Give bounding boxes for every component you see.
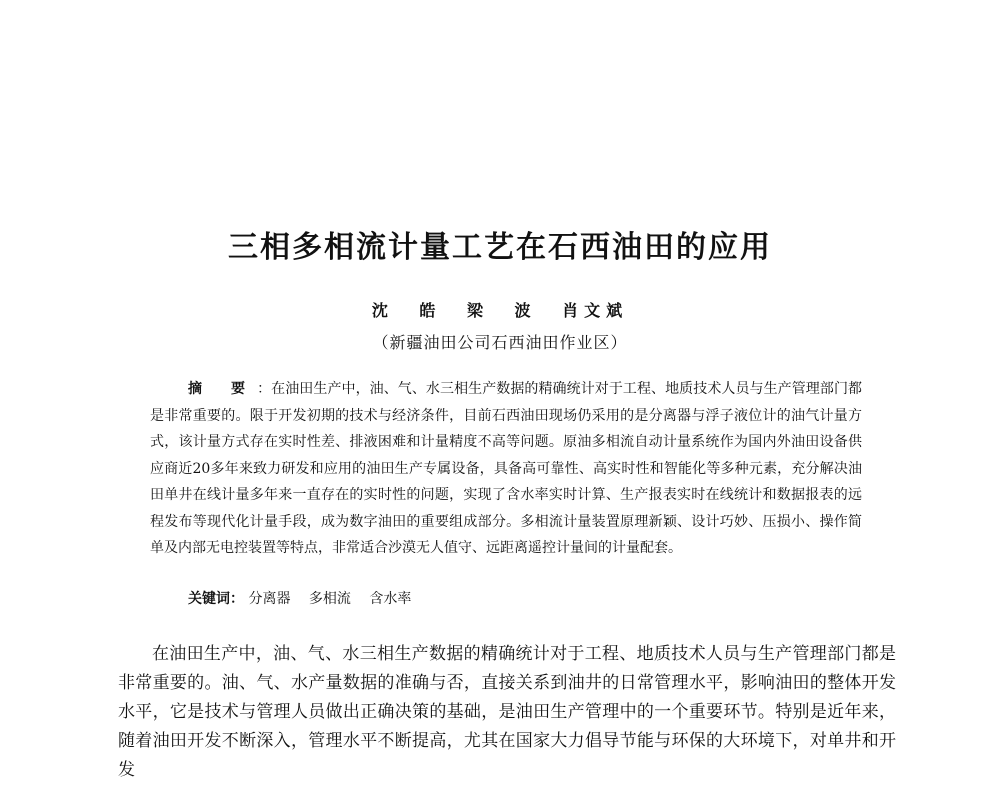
keyword: 含水率	[369, 591, 412, 607]
abstract-text: ：在油田生产中，油、气、水三相生产数据的精确统计对于工程、地质技术人员与生产管理部门都是非常重要的。限于开发初期的技术与经济条件，目前石西油田现场仍采用的是分离器与浮子液位计的油气计量方式，该计量方式存在实时性差、排液困难和计量精度不高等问题。原油多相流自动计量系统作为国内外油田设备供应商近20多年来致力研发和应用的油田生产专属设备，具备高可靠性、高实时性和智能化等多种元素，充分解决油田单井在线计量多年来一直存在的实时性的问题，实现了含水率实时计算、生产报表实时在线统计和数据报表的远程发布等现代化计量手段，成为数字油田的重要组成部分。多相流计量装置原理新颖、设计巧妙、压损小、操作简单及内部无电控装置等特点，非常适合沙漠无人值守、远距离遥控计量间的计量配套。	[150, 381, 863, 556]
keywords	[188, 588, 425, 608]
author-name: 沈 皓	[371, 301, 442, 320]
keyword: 多相流	[308, 591, 351, 607]
author-affiliation: （新疆油田公司石西油田作业区）	[372, 333, 628, 352]
author-list	[0, 298, 1000, 321]
abstract-label: 摘 要	[188, 381, 258, 397]
paper-title: 三相多相流计量工艺在石西油田的应用	[228, 230, 772, 265]
keyword: 分离器	[248, 591, 291, 607]
author-name: 梁 波	[466, 301, 537, 320]
author-name: 肖文斌	[562, 301, 629, 320]
body-paragraph: 在油田生产中，油、气、水三相生产数据的精确统计对于工程、地质技术人员与生产管理部门都是非常重要的。油、气、水产量数据的准确与否，直接关系到油井的日常管理水平，影响油田的整体开发水平，它是技术与管理人员做出正确决策的基础，是油田生产管理中的一个重要环节。特别是近年来，随着油田开发不断深入，管理水平不断提高，尤其在国家大力倡导节能与环保的大环境下，对单井和开发	[118, 644, 896, 780]
abstract	[150, 376, 862, 562]
keywords-label: 关键词：	[188, 591, 244, 607]
